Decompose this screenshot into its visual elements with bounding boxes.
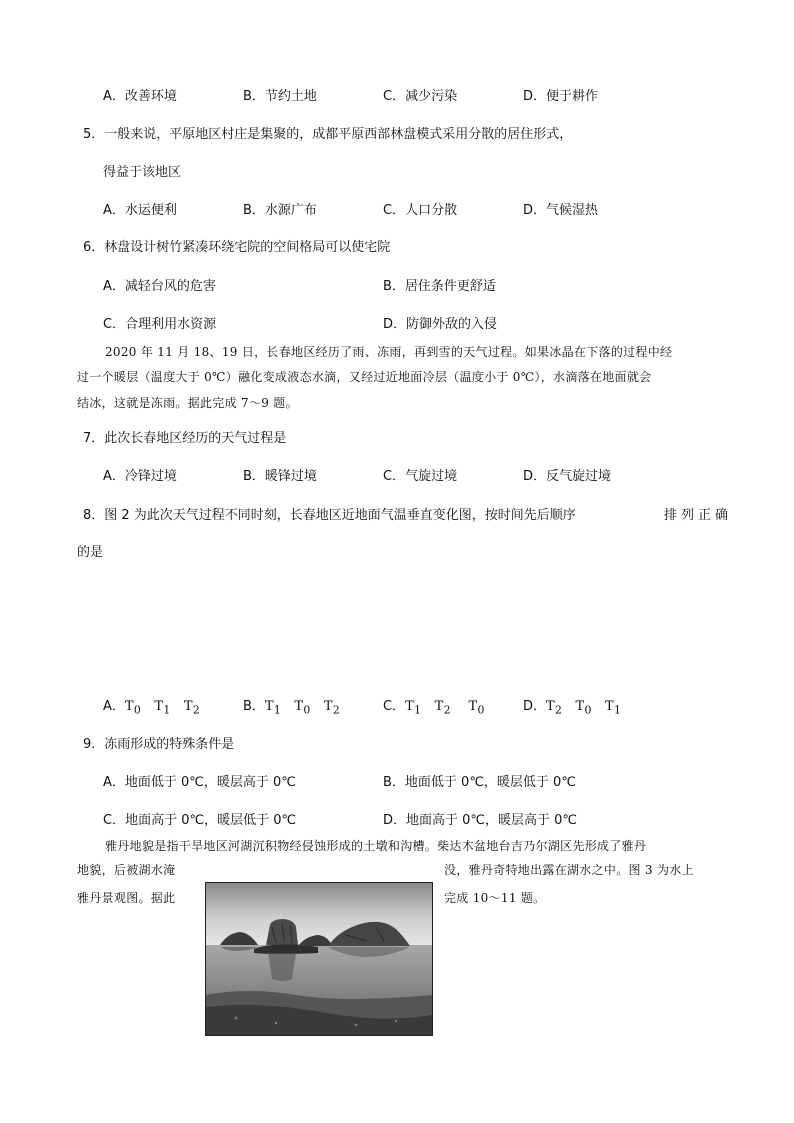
q4-option-c: C．减少污染 (383, 89, 458, 104)
q7-stem: 7．此次长春地区经历的天气过程是 (83, 431, 287, 446)
q7-option-b: B．暖锋过境 (243, 469, 317, 484)
q4-option-a: A．改善环境 (103, 89, 177, 104)
q9-stem: 9．冻雨形成的特殊条件是 (83, 737, 235, 752)
q6-option-b: B．居住条件更舒适 (383, 279, 496, 294)
q9-option-a: A．地面低于 0℃，暖层高于 0℃ (103, 775, 296, 790)
passage2-line2-right: 没，雅丹奇特地出露在湖水之中。图 3 为水上 (444, 863, 694, 877)
passage1-line3: 结冰，这就是冻雨。据此完成 7～9 题。 (77, 396, 298, 410)
q8-option-a: A．$T_0$ $T_1$ $T_2$ (103, 699, 201, 717)
q6-stem: 6．林盘设计树竹紧凑环绕宅院的空间格局可以使宅院 (83, 240, 391, 255)
passage2-line3-left: 雅丹景观图。据此 (77, 891, 176, 905)
q7-option-a: A．冷锋过境 (103, 469, 177, 484)
q8-stem: 8．图 2 为此次天气过程不同时刻，长春地区近地面气温垂直变化图，按时间先后顺序 (83, 508, 576, 523)
q5-option-d: D．气候湿热 (523, 203, 599, 218)
q5-option-a: A．水运便利 (103, 203, 177, 218)
passage1-line2: 过一个暖层（温度大于 0℃）融化变成液态水滴，又经过近地面冷层（温度小于 0℃），水滴落在地面就会 (77, 370, 652, 384)
q5-stem-cont: 得益于该地区 (103, 165, 182, 180)
q5-option-c: C．人口分散 (383, 203, 458, 218)
q8-stem-tail: 排列正确 (664, 508, 733, 523)
q9-option-d: D．地面高于 0℃，暖层高于 0℃ (383, 813, 578, 828)
q9-option-b: B．地面低于 0℃，暖层低于 0℃ (383, 775, 576, 790)
q4-option-d: D．便于耕作 (523, 89, 599, 104)
q8-stem-cont: 的是 (77, 545, 104, 560)
q6-option-d: D．防御外敌的入侵 (383, 317, 498, 332)
q4-option-b: B．节约土地 (243, 89, 317, 104)
q7-option-d: D．反气旋过境 (523, 469, 612, 484)
passage2-line2-left: 地貌，后被湖水淹 (77, 863, 176, 877)
q8-option-b: B．$T_1$ $T_0$ $T_2$ (243, 699, 341, 717)
q5-option-b: B．水源广布 (243, 203, 317, 218)
passage2-line3-right: 完成 10～11 题。 (444, 891, 546, 905)
q7-option-c: C．气旋过境 (383, 469, 458, 484)
passage2-line1: 雅丹地貌是指干旱地区河湖沉积物经侵蚀形成的土墩和沟槽。柴达木盆地台吉乃尔湖区先形成了雅丹 (105, 839, 647, 853)
q8-option-d: D．$T_2$ $T_0$ $T_1$ (523, 699, 622, 717)
q6-option-c: C．合理利用水资源 (103, 317, 217, 332)
q5-stem: 5．一般来说，平原地区村庄是集聚的，成都平原西部林盘模式采用分散的居住形式， (83, 127, 573, 142)
q8-option-c: C．$T_1$ $T_2$ $T_0$ (383, 699, 485, 717)
q9-option-c: C．地面高于 0℃，暖层低于 0℃ (103, 813, 297, 828)
passage1-line1: 2020 年 11 月 18、19 日，长春地区经历了雨、冻雨，再到雪的天气过程。如果冰晶在下落的过程中经 (105, 345, 673, 359)
q6-option-a: A．减轻台风的危害 (103, 279, 216, 294)
yardang-lake-photo (205, 882, 433, 1036)
